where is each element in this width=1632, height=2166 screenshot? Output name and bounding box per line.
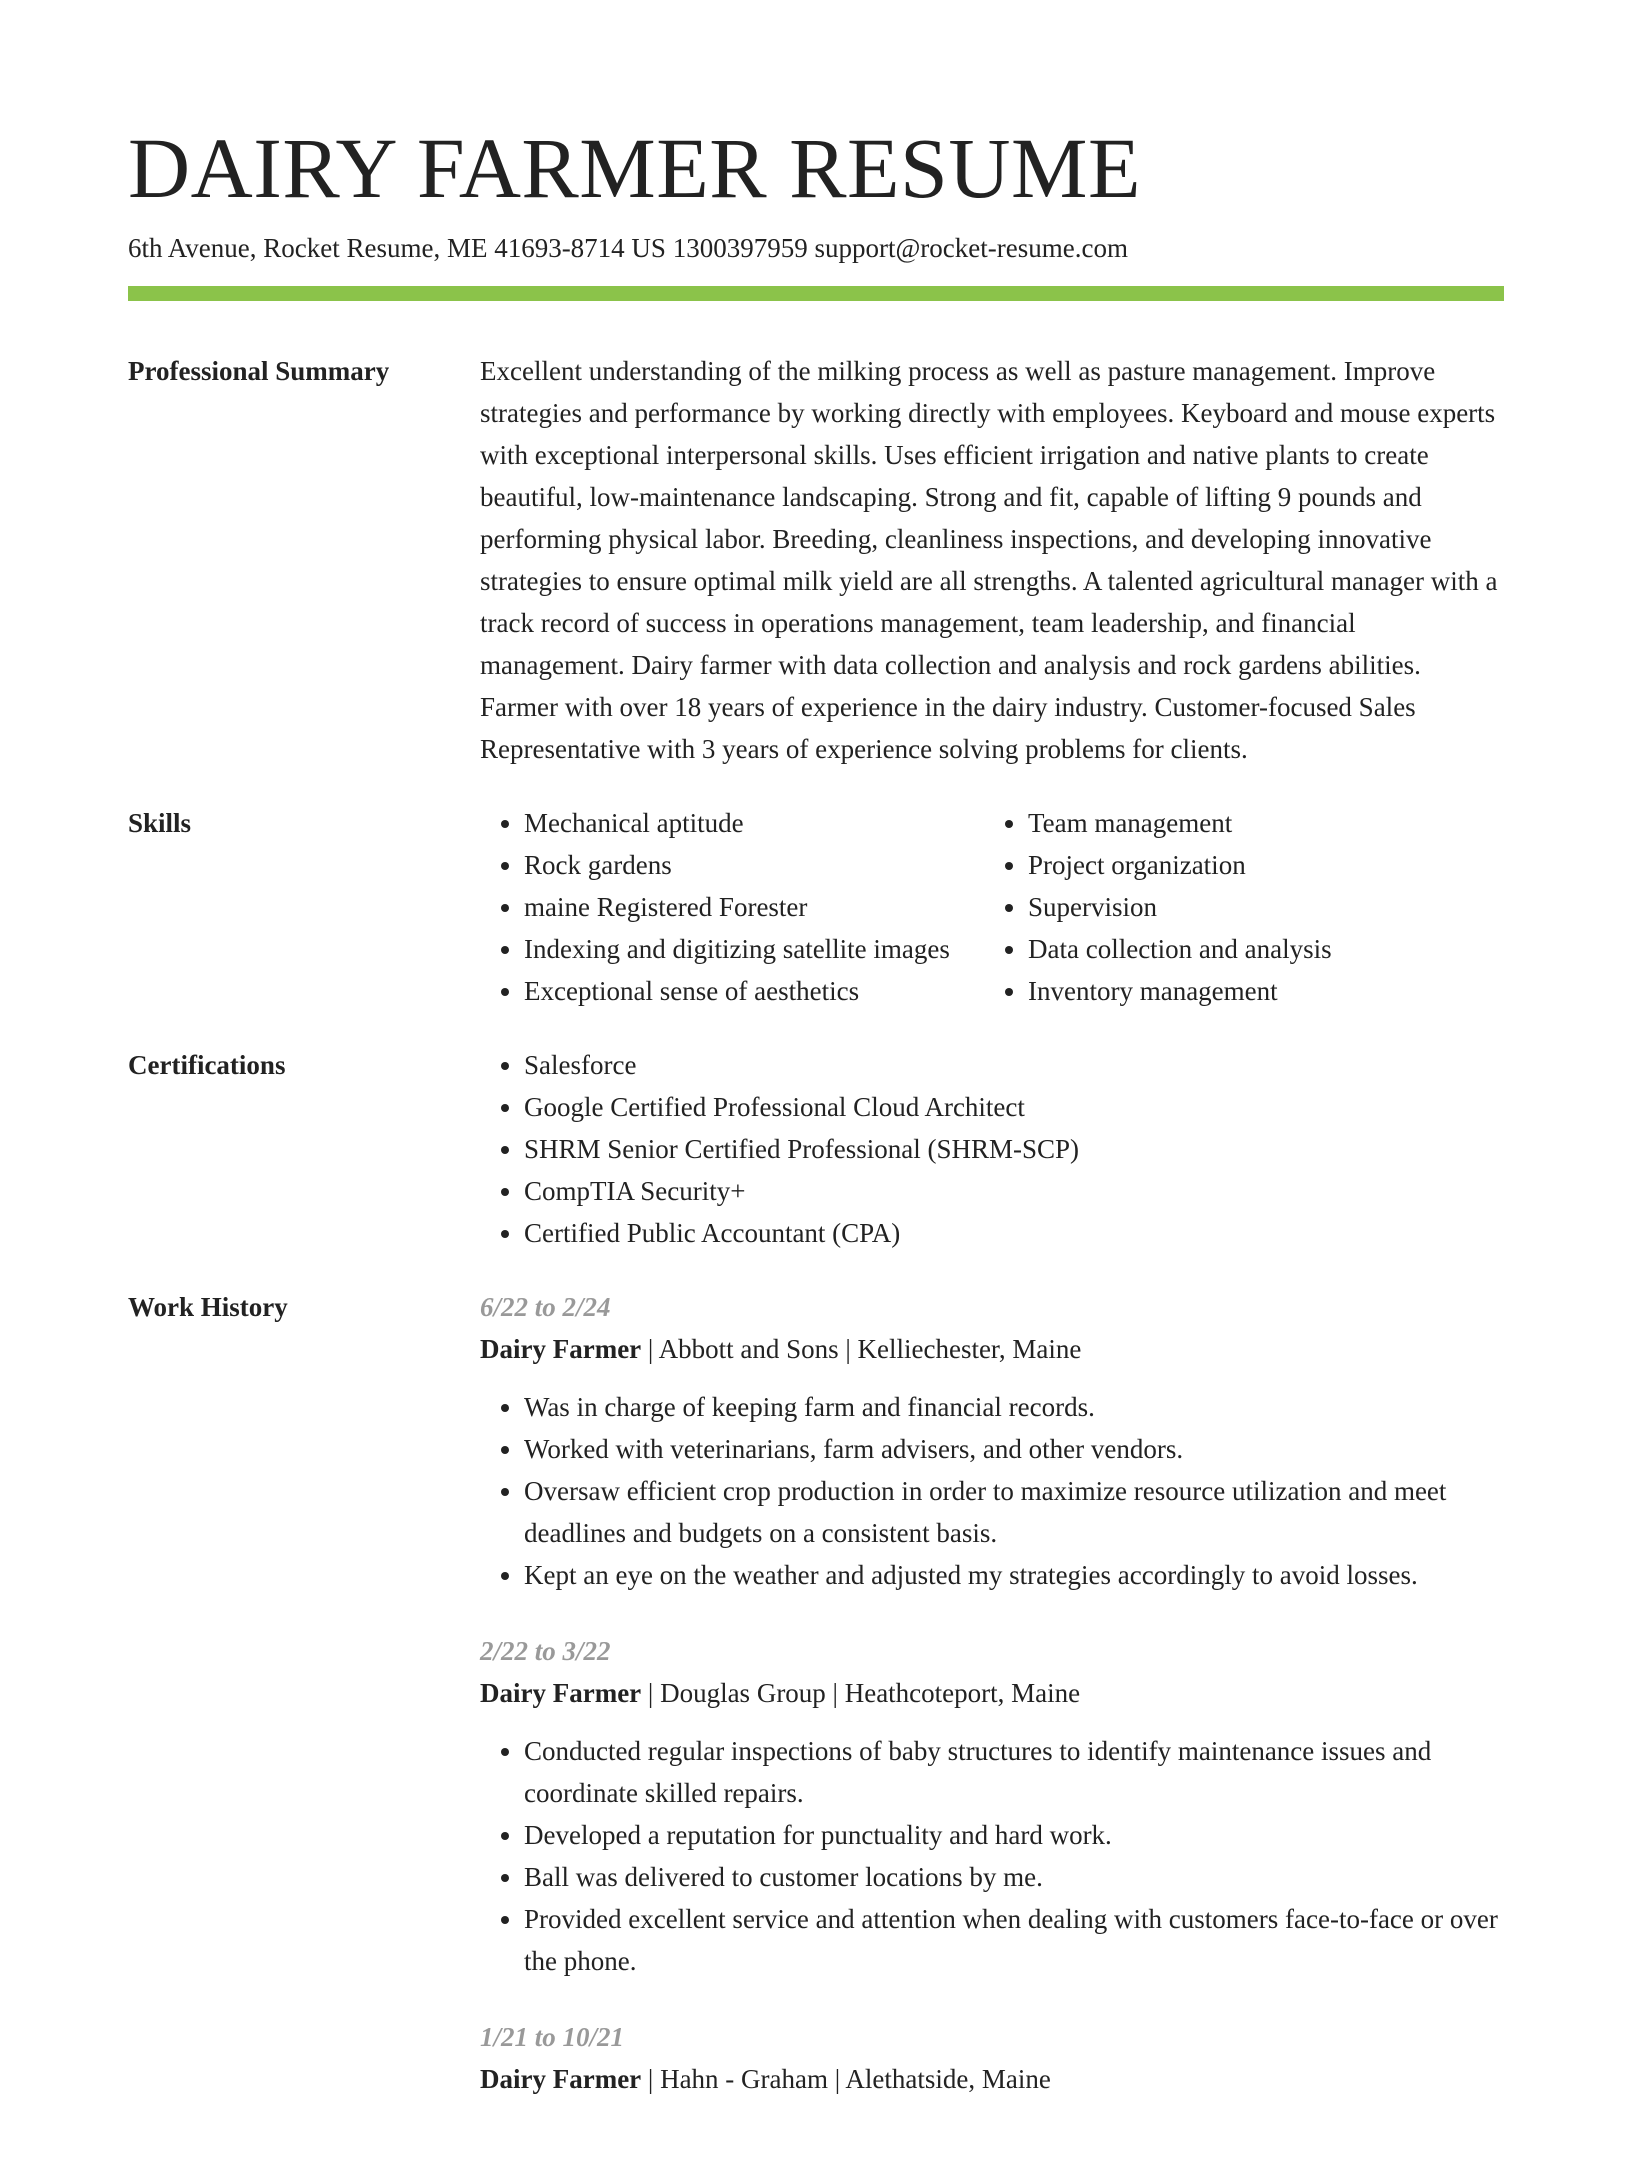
job-bullet: • Kept an eye on the weather and adjusted my strategies accordingly to avoid losses.: [524, 1554, 1504, 1596]
skills-list-col-1: [480, 802, 984, 1012]
certification-item: • Salesforce: [524, 1044, 1504, 1086]
job-bullet: • Worked with veterinarians, farm advisers, and other vendors.: [524, 1428, 1504, 1470]
skills-body: [480, 802, 1504, 1012]
job-bullet: • Developed a reputation for punctuality and hard work.: [524, 1814, 1504, 1856]
certification-item: • Certified Public Accountant (CPA): [524, 1212, 1504, 1254]
section-label-skills: Skills: [128, 808, 192, 838]
job-bullet: • Ball was delivered to customer locations by me.: [524, 1856, 1504, 1898]
skill-item: • Supervision: [1028, 886, 1488, 928]
work-history-body: [480, 1286, 1504, 2134]
summary-text: Excellent understanding of the milking process as well as pasture management. Improve strategies and performance by working directly with employees. Keyboard and mouse experts with exceptional interpersonal skills. Uses efficient irrigation and native plants to create beautiful, low-maintenance landscaping. Strong and fit, capable of lifting 9 pounds and performing physical labor. Breeding, cleanliness inspections, and developing innovative strategies to ensure optimal milk yield are all strengths. A talented agricultural manager with a track record of success in operations management, team leadership, and financial management. Dairy farmer with data collection and analysis and rock gardens abilities. Farmer with over 18 years of experience in the dairy industry. Customer-focused Sales Representative with 3 years of experience solving problems for clients.: [480, 356, 1498, 764]
job-heading: [480, 2058, 1504, 2100]
section-label-work-history: Work History: [128, 1292, 288, 1322]
section-professional-summary: [128, 350, 1504, 770]
job-details: | Hahn - Graham | Alethatside, Maine: [641, 2064, 1051, 2094]
section-work-history: [128, 1286, 1504, 2134]
section-skills: [128, 802, 1504, 1012]
skill-item: • Exceptional sense of aesthetics: [524, 970, 984, 1012]
job-bullets: [480, 1730, 1504, 1982]
skill-item: • maine Registered Forester: [524, 886, 984, 928]
skill-item: • Indexing and digitizing satellite images: [524, 928, 984, 970]
job-title: Dairy Farmer: [480, 1678, 642, 1708]
job-details: | Douglas Group | Heathcoteport, Maine: [641, 1678, 1081, 1708]
job-heading: [480, 1328, 1504, 1370]
summary-body: [480, 350, 1504, 770]
job-title: Dairy Farmer: [480, 2064, 642, 2094]
job-dates: 1/21 to 10/21: [480, 2022, 625, 2052]
job-bullet: • Oversaw efficient crop production in order to maximize resource utilization and meet deadlines and budgets on a consistent basis.: [524, 1470, 1504, 1554]
job-entry: [480, 2016, 1504, 2100]
skill-item: • Team management: [1028, 802, 1488, 844]
resume-title: DAIRY FARMER RESUME: [128, 120, 1141, 216]
contact-line: 6th Avenue, Rocket Resume, ME 41693-8714 US 1300397959 support@rocket-resume.com: [128, 233, 1128, 263]
skill-item: • Project organization: [1028, 844, 1488, 886]
section-label-summary: Professional Summary: [128, 356, 390, 386]
job-heading: [480, 1672, 1504, 1714]
certification-item: • Google Certified Professional Cloud Architect: [524, 1086, 1504, 1128]
section-label-certifications: Certifications: [128, 1050, 286, 1080]
job-bullets: [480, 1386, 1504, 1596]
job-title: Dairy Farmer: [480, 1334, 642, 1364]
header-divider: [128, 286, 1504, 301]
certifications-body: [480, 1044, 1504, 1254]
job-bullet: • Was in charge of keeping farm and financial records.: [524, 1386, 1504, 1428]
skills-list-col-2: [984, 802, 1488, 1012]
certifications-list: [480, 1044, 1504, 1254]
section-certifications: [128, 1044, 1504, 1254]
skill-item: • Data collection and analysis: [1028, 928, 1488, 970]
job-bullet: • Provided excellent service and attention when dealing with customers face-to-face or over the phone.: [524, 1898, 1504, 1982]
certification-item: • SHRM Senior Certified Professional (SHRM-SCP): [524, 1128, 1504, 1170]
job-dates: 6/22 to 2/24: [480, 1292, 611, 1322]
resume-content: [128, 350, 1504, 2166]
job-bullet: • Conducted regular inspections of baby structures to identify maintenance issues and coordinate skilled repairs.: [524, 1730, 1504, 1814]
job-entry: [480, 1286, 1504, 1596]
job-entry: [480, 1630, 1504, 1982]
job-dates: 2/22 to 3/22: [480, 1636, 611, 1666]
skill-item: • Mechanical aptitude: [524, 802, 984, 844]
skill-item: • Rock gardens: [524, 844, 984, 886]
skill-item: • Inventory management: [1028, 970, 1488, 1012]
certification-item: • CompTIA Security+: [524, 1170, 1504, 1212]
job-details: | Abbott and Sons | Kelliechester, Maine: [641, 1334, 1082, 1364]
